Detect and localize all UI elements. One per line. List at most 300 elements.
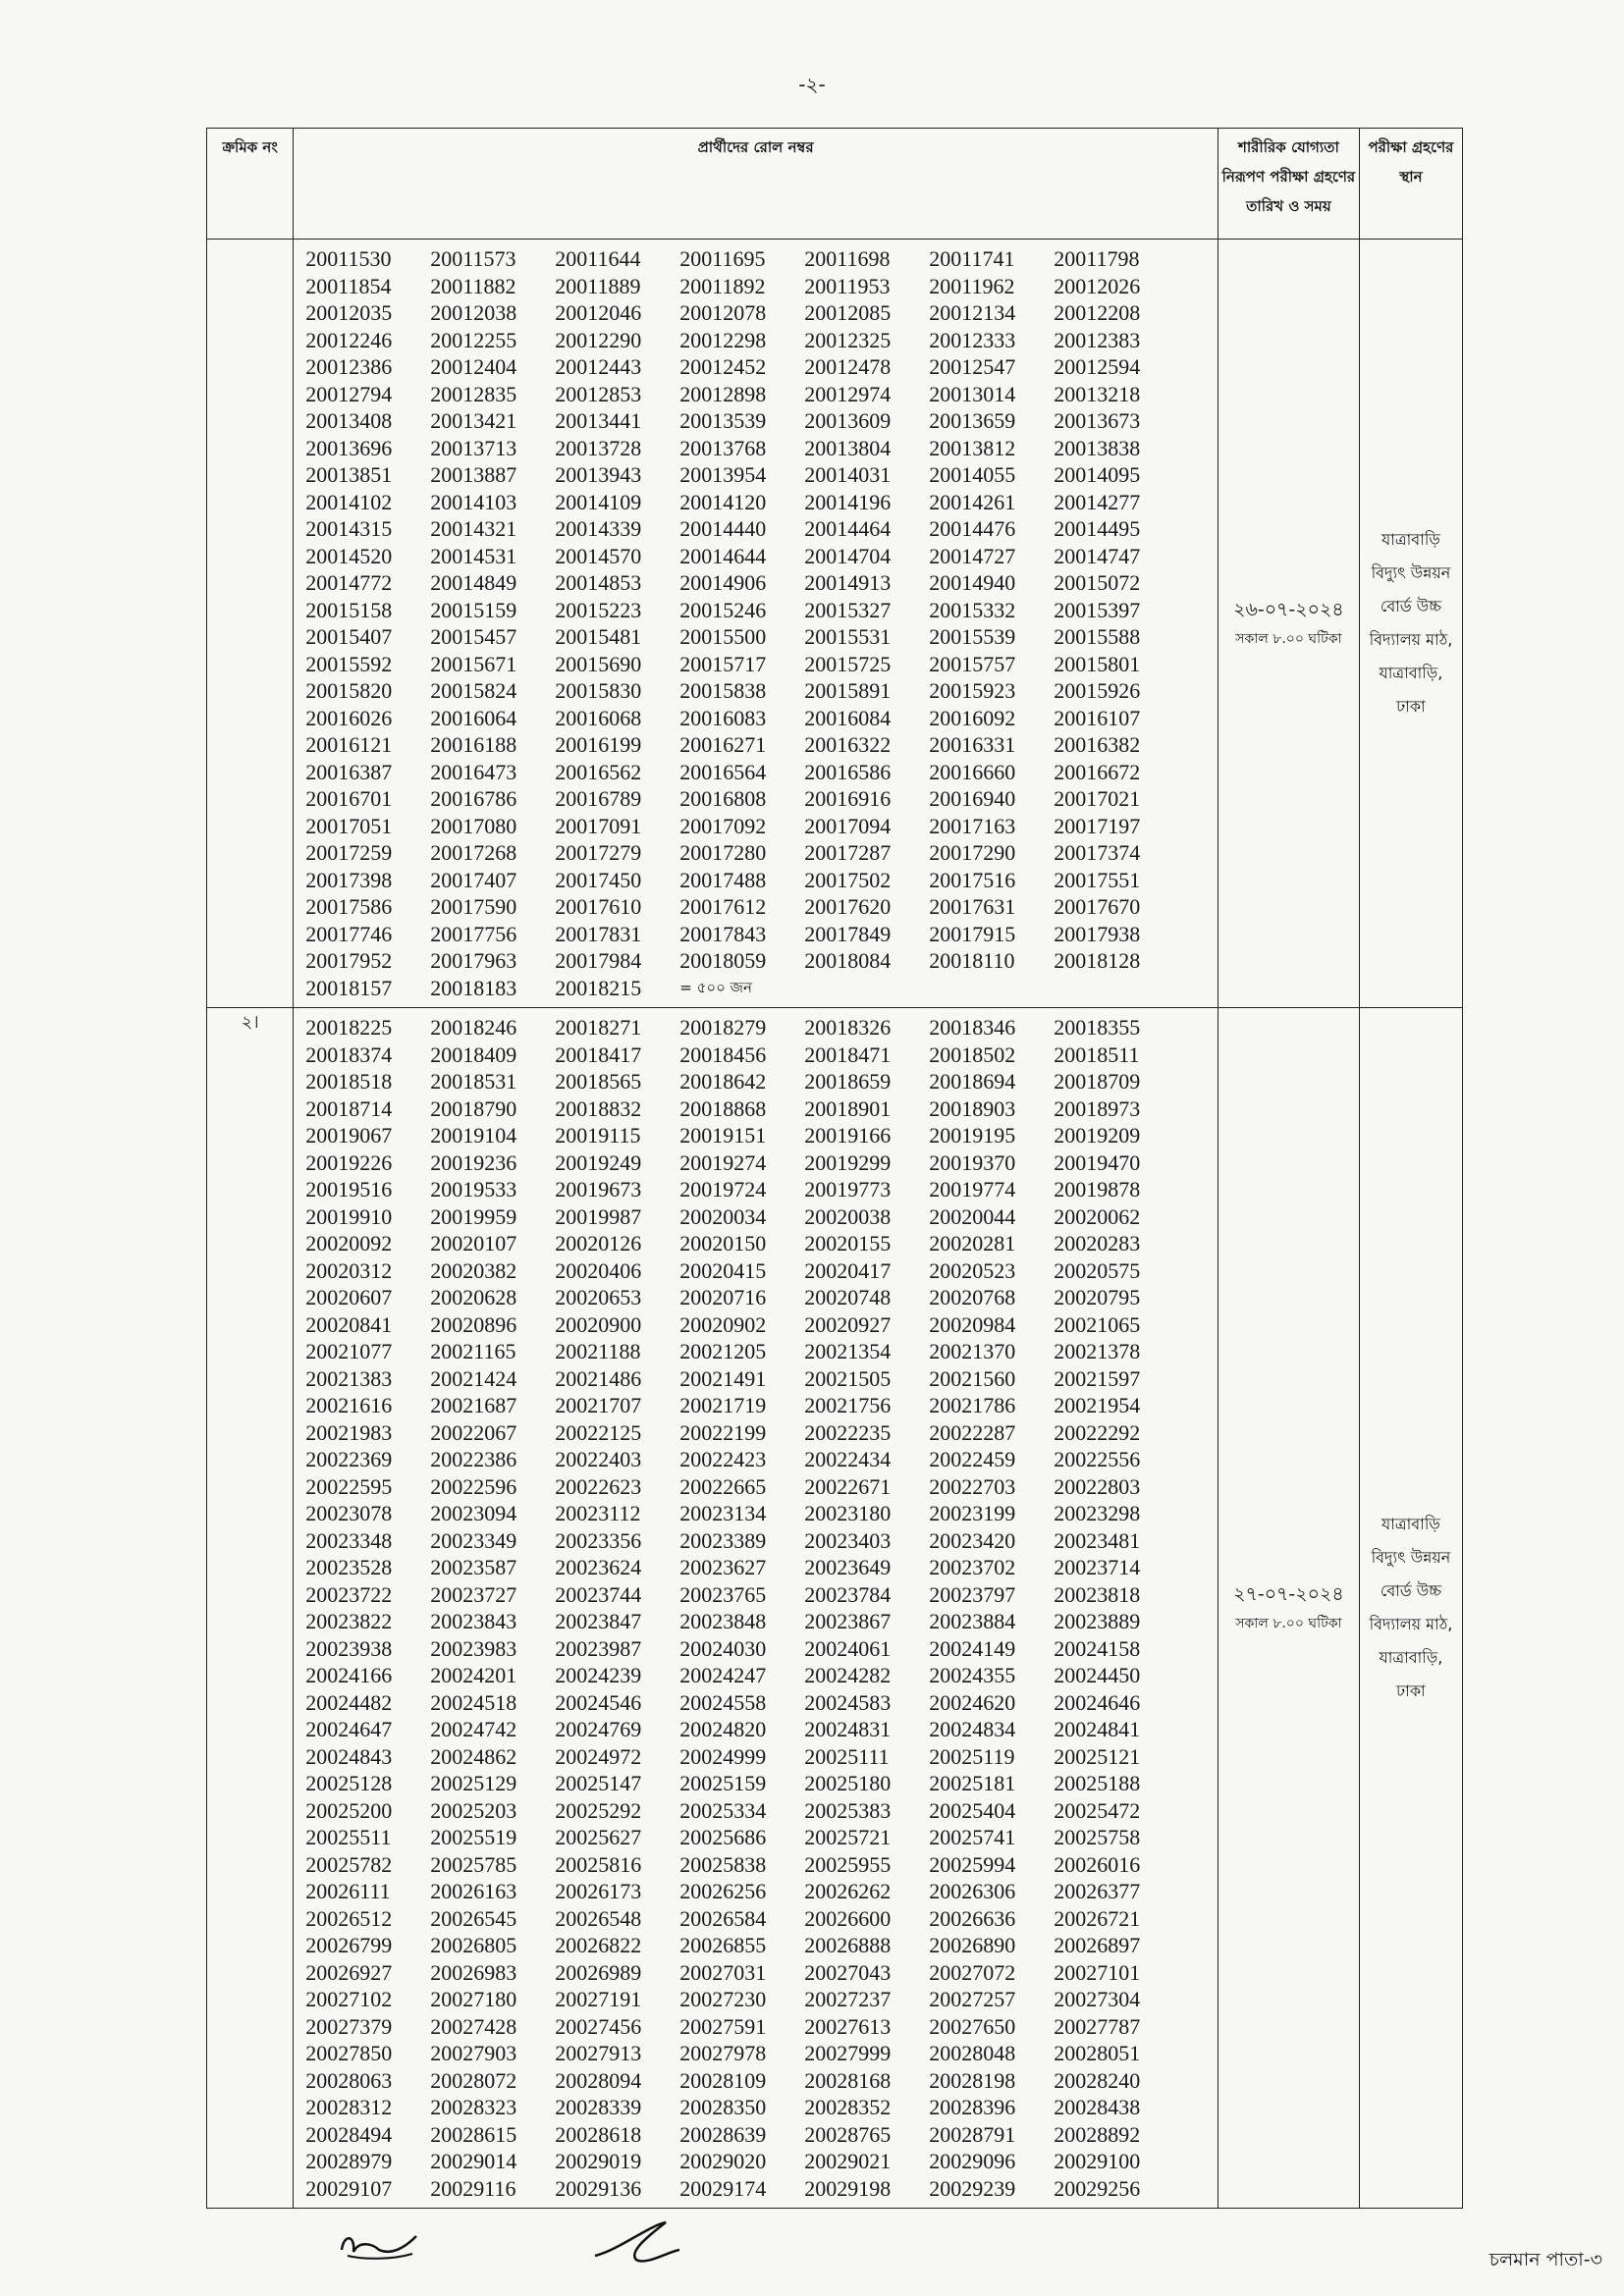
roll-number: 20015757 bbox=[929, 651, 1016, 676]
roll-number: 20026888 bbox=[804, 1933, 892, 1957]
roll-number: 20017756 bbox=[430, 921, 517, 946]
roll-number: 20021560 bbox=[929, 1365, 1016, 1391]
roll-number: 20023797 bbox=[929, 1581, 1016, 1607]
roll-number: 20013408 bbox=[305, 408, 393, 433]
roll-number: 20018215 bbox=[555, 975, 642, 1000]
roll-number: 20024149 bbox=[929, 1635, 1016, 1661]
roll-number: 20016068 bbox=[555, 705, 642, 730]
roll-number: 20015246 bbox=[679, 597, 767, 622]
roll-number: 20016940 bbox=[929, 786, 1016, 811]
roll-number: 20027913 bbox=[555, 2041, 642, 2065]
roll-number: 20027072 bbox=[929, 1959, 1016, 1985]
roll-number: 20027650 bbox=[929, 2013, 1016, 2039]
roll-number: 20025955 bbox=[804, 1851, 892, 1877]
roll-number: 20020126 bbox=[555, 1231, 642, 1255]
roll-number: 20026262 bbox=[804, 1879, 892, 1903]
roll-number: 20029174 bbox=[679, 2175, 767, 2201]
roll-number: 20025111 bbox=[804, 1743, 890, 1769]
roll-number: 20017268 bbox=[430, 840, 517, 865]
roll-number: 20011953 bbox=[804, 273, 891, 298]
roll-number: 20019249 bbox=[555, 1149, 642, 1175]
roll-number: 20020107 bbox=[430, 1231, 517, 1255]
roll-number: 20018471 bbox=[804, 1041, 892, 1067]
roll-number: 20022803 bbox=[1054, 1473, 1141, 1499]
roll-number: 20014476 bbox=[929, 516, 1016, 541]
roll-number: 20019533 bbox=[430, 1177, 517, 1201]
roll-number: 20015481 bbox=[555, 624, 642, 649]
roll-number: 20013812 bbox=[929, 435, 1016, 460]
roll-number: 20025741 bbox=[929, 1825, 1016, 1849]
roll-number: 20020653 bbox=[555, 1285, 642, 1309]
table-header-row bbox=[207, 129, 1463, 240]
roll-number: 20020768 bbox=[929, 1285, 1016, 1309]
roll-number: 20019151 bbox=[679, 1123, 767, 1148]
roll-number: 20017398 bbox=[305, 867, 393, 892]
roll-number: 20021505 bbox=[804, 1365, 892, 1391]
roll-number: 20013838 bbox=[1054, 435, 1141, 460]
roll-number: 20014913 bbox=[804, 570, 892, 595]
roll-number: 20018110 bbox=[929, 948, 1015, 973]
roll-number: 20018511 bbox=[1054, 1041, 1140, 1067]
roll-number: 20018326 bbox=[804, 1015, 892, 1040]
roll-number: 20025147 bbox=[555, 1771, 642, 1795]
roll-number: 20028051 bbox=[1054, 2041, 1141, 2065]
roll-number: 20015690 bbox=[555, 651, 642, 676]
roll-number: 20017280 bbox=[679, 840, 767, 865]
roll-number: 20026799 bbox=[305, 1933, 393, 1957]
roll-number: 20021616 bbox=[305, 1393, 393, 1417]
roll-number: 20018355 bbox=[1054, 1015, 1141, 1040]
roll-number: 20013659 bbox=[929, 408, 1016, 433]
roll-number: 20019673 bbox=[555, 1177, 642, 1201]
roll-number: 20018246 bbox=[430, 1015, 517, 1040]
roll-number: 20023481 bbox=[1054, 1527, 1141, 1553]
roll-number: 20022434 bbox=[804, 1447, 892, 1471]
roll-number: 20020984 bbox=[929, 1311, 1016, 1337]
roll-number: 20012290 bbox=[555, 327, 642, 352]
roll-number: 20025200 bbox=[305, 1797, 393, 1823]
roll-number: 20029019 bbox=[555, 2149, 642, 2173]
roll-number: 20011644 bbox=[555, 246, 641, 271]
roll-number: 20028494 bbox=[305, 2121, 393, 2147]
roll-number: 20018659 bbox=[804, 1069, 892, 1094]
roll-number: 20018417 bbox=[555, 1041, 642, 1067]
roll-number: 20024647 bbox=[305, 1717, 393, 1741]
roll-number: 20019209 bbox=[1054, 1123, 1141, 1148]
roll-number: 20028198 bbox=[929, 2067, 1016, 2093]
roll-number: 20021954 bbox=[1054, 1393, 1141, 1417]
header-serial: ক্রমিক নং bbox=[207, 129, 294, 240]
roll-number: 20025519 bbox=[430, 1825, 517, 1849]
roll-number: 20026173 bbox=[555, 1879, 642, 1903]
roll-number: 20027999 bbox=[804, 2041, 892, 2065]
roll-number: 20014339 bbox=[555, 516, 642, 541]
roll-number: 20015327 bbox=[804, 597, 892, 622]
roll-number: 20025838 bbox=[679, 1851, 767, 1877]
roll-number: 20020795 bbox=[1054, 1285, 1141, 1309]
roll-number: 20028615 bbox=[430, 2121, 517, 2147]
roll-number: 20025511 bbox=[305, 1825, 392, 1849]
roll-number: 20023938 bbox=[305, 1635, 393, 1661]
roll-number: 20012208 bbox=[1054, 300, 1141, 325]
roll-number: 20026855 bbox=[679, 1933, 767, 1957]
roll-number: 20025180 bbox=[804, 1771, 892, 1795]
roll-number: 20016916 bbox=[804, 786, 892, 811]
roll-number: 20016660 bbox=[929, 759, 1016, 784]
roll-number: 20023983 bbox=[430, 1635, 517, 1661]
roll-number: 20013539 bbox=[679, 408, 767, 433]
roll-number: 20027613 bbox=[804, 2013, 892, 2039]
roll-number: 20026721 bbox=[1054, 1905, 1141, 1931]
roll-number: 20028765 bbox=[804, 2121, 892, 2147]
signature-2 bbox=[589, 2216, 687, 2270]
table-row bbox=[207, 240, 1463, 1008]
roll-number: 20023867 bbox=[804, 1609, 892, 1633]
roll-number: 20012026 bbox=[1054, 273, 1141, 298]
roll-number: 20020038 bbox=[804, 1203, 892, 1229]
roll-number: 20028979 bbox=[305, 2149, 393, 2173]
roll-number: 20024061 bbox=[804, 1635, 892, 1661]
roll-number: 20013954 bbox=[679, 462, 767, 487]
roll-number: 20023714 bbox=[1054, 1555, 1141, 1579]
roll-number: 20026989 bbox=[555, 1959, 642, 1985]
roll-number: 20024482 bbox=[305, 1689, 393, 1715]
roll-number: 20028350 bbox=[679, 2095, 767, 2119]
roll-number: 20027978 bbox=[679, 2041, 767, 2065]
roll-number: 20017952 bbox=[305, 948, 393, 973]
roll-number: 20015457 bbox=[430, 624, 517, 649]
roll-number: 20014853 bbox=[555, 570, 642, 595]
roll-number: 20020748 bbox=[804, 1285, 892, 1309]
roll-number: 20023987 bbox=[555, 1635, 642, 1661]
roll-number: 20023727 bbox=[430, 1581, 517, 1607]
roll-number: 20014747 bbox=[1054, 543, 1141, 568]
roll-number: 20013713 bbox=[430, 435, 517, 460]
roll-number: 20020417 bbox=[804, 1257, 892, 1283]
roll-number: 20029014 bbox=[430, 2149, 517, 2173]
roll-number: 20020927 bbox=[804, 1311, 892, 1337]
roll-number: 20018709 bbox=[1054, 1069, 1141, 1094]
roll-number: 20017590 bbox=[430, 894, 517, 919]
roll-number: 20014120 bbox=[679, 489, 767, 514]
roll-number: 20026805 bbox=[430, 1933, 517, 1957]
roll-number: 20023843 bbox=[430, 1609, 517, 1633]
roll-number: 20011889 bbox=[555, 273, 641, 298]
roll-number: 20012835 bbox=[430, 381, 517, 406]
roll-number: 20026822 bbox=[555, 1933, 642, 1957]
roll-number: 20025782 bbox=[305, 1851, 393, 1877]
roll-number: 20019115 bbox=[555, 1123, 641, 1148]
roll-number: 20028312 bbox=[305, 2095, 393, 2119]
roll-number: 20015830 bbox=[555, 678, 642, 703]
roll-number: 20016382 bbox=[1054, 732, 1141, 757]
roll-number: 20026306 bbox=[929, 1879, 1016, 1903]
roll-number: 20012333 bbox=[929, 327, 1016, 352]
roll-number: 20026983 bbox=[430, 1959, 517, 1985]
roll-number: 20023818 bbox=[1054, 1581, 1141, 1607]
roll-number: 20025404 bbox=[929, 1797, 1016, 1823]
roll-number: 20020155 bbox=[804, 1231, 892, 1255]
roll-number: 20023348 bbox=[305, 1527, 393, 1553]
roll-number: 20029239 bbox=[929, 2175, 1016, 2201]
venue-cell bbox=[1359, 1008, 1462, 2209]
roll-number: 20021065 bbox=[1054, 1311, 1141, 1337]
roll-number: 20028618 bbox=[555, 2121, 642, 2147]
roll-number: 20014531 bbox=[430, 543, 517, 568]
roll-number: 20027257 bbox=[929, 1987, 1016, 2011]
roll-number: 20012035 bbox=[305, 300, 393, 325]
roll-number: 20013696 bbox=[305, 435, 393, 460]
roll-number: 20018225 bbox=[305, 1015, 393, 1040]
roll-number: 20018128 bbox=[1054, 948, 1141, 973]
roll-number: 20018694 bbox=[929, 1069, 1016, 1094]
roll-number: 20021077 bbox=[305, 1339, 393, 1363]
roll-number: 20017287 bbox=[804, 840, 892, 865]
roll-number: 20017051 bbox=[305, 813, 393, 838]
roll-number: 20028072 bbox=[430, 2067, 517, 2093]
roll-number: 20015332 bbox=[929, 597, 1016, 622]
roll-number: 20011695 bbox=[679, 246, 766, 271]
roll-number: 20016387 bbox=[305, 759, 393, 784]
roll-number: 20027850 bbox=[305, 2041, 393, 2065]
roll-number: 20017631 bbox=[929, 894, 1016, 919]
roll-number: 20016199 bbox=[555, 732, 642, 757]
roll-number: 20017610 bbox=[555, 894, 642, 919]
roll-number: 20017984 bbox=[555, 948, 642, 973]
exam-time: সকাল ৮.০০ ঘটিকা bbox=[1235, 1616, 1342, 1631]
roll-number: 20015891 bbox=[804, 678, 892, 703]
roll-number: 20026600 bbox=[804, 1905, 892, 1931]
roll-number: 20027428 bbox=[430, 2013, 517, 2039]
roll-number: 20020896 bbox=[430, 1311, 517, 1337]
roll-number: 20017502 bbox=[804, 867, 892, 892]
roll-number: 20025686 bbox=[679, 1825, 767, 1849]
roll-number: 20016026 bbox=[305, 705, 393, 730]
roll-number: 20012594 bbox=[1054, 354, 1141, 379]
roll-number: 20023403 bbox=[804, 1527, 892, 1553]
roll-number: 20017091 bbox=[555, 813, 642, 838]
roll-number: 20021383 bbox=[305, 1365, 393, 1391]
roll-number: 20026897 bbox=[1054, 1933, 1141, 1957]
roll-number-grid bbox=[305, 245, 1218, 1001]
roll-number: 20014055 bbox=[929, 462, 1016, 487]
roll-number: 20016789 bbox=[555, 786, 642, 811]
roll-number: 20019370 bbox=[929, 1149, 1016, 1175]
roll-number: 20027102 bbox=[305, 1987, 393, 2011]
roll-number: 20020044 bbox=[929, 1203, 1016, 1229]
roll-number: 20014772 bbox=[305, 570, 393, 595]
roll-number: 20019067 bbox=[305, 1123, 393, 1148]
roll-number: 20024201 bbox=[430, 1663, 517, 1687]
roll-number: 20013768 bbox=[679, 435, 767, 460]
roll-number: 20018518 bbox=[305, 1069, 393, 1094]
roll-number: 20018059 bbox=[679, 948, 767, 973]
roll-number: 20015539 bbox=[929, 624, 1016, 649]
roll-number: 20019274 bbox=[679, 1149, 767, 1175]
roll-number: 20015671 bbox=[430, 651, 517, 676]
venue-text: যাত্রাবাড়ি বিদ্যুৎ উন্নয়ন বোর্ড উচ্চ বিদ্যালয় মাঠ, যাত্রাবাড়ি, ঢাকা bbox=[1369, 1515, 1453, 1700]
roll-number: 20024239 bbox=[555, 1663, 642, 1687]
roll-number: 20018642 bbox=[679, 1069, 767, 1094]
roll-number: 20028396 bbox=[929, 2095, 1016, 2119]
header-date-time: শারীরিক যোগ্যতা নিরূপণ পরীক্ষা গ্রহণের তারিখ ও সময় bbox=[1218, 129, 1359, 240]
roll-number: 20013804 bbox=[804, 435, 892, 460]
roll-number: 20015717 bbox=[679, 651, 767, 676]
roll-number: 20013851 bbox=[305, 462, 393, 487]
roll-number: 20018973 bbox=[1054, 1095, 1141, 1121]
roll-number: 20027237 bbox=[804, 1987, 892, 2011]
roll-number: 20023389 bbox=[679, 1527, 767, 1553]
roll-number: 20014261 bbox=[929, 489, 1016, 514]
roll-number: 20024862 bbox=[430, 1743, 517, 1769]
roll-number: 20026512 bbox=[305, 1905, 393, 1931]
roll-number: 20025128 bbox=[305, 1771, 393, 1795]
roll-number: 20023624 bbox=[555, 1555, 642, 1579]
roll-number: 20018456 bbox=[679, 1041, 767, 1067]
roll-number: 20014102 bbox=[305, 489, 393, 514]
roll-number: 20020034 bbox=[679, 1203, 767, 1229]
roll-number: 20028168 bbox=[804, 2067, 892, 2093]
roll-number: 20020415 bbox=[679, 1257, 767, 1283]
roll-number: 20017586 bbox=[305, 894, 393, 919]
roll-number: 20023587 bbox=[430, 1555, 517, 1579]
roll-number: 20017197 bbox=[1054, 813, 1141, 838]
roll-number: 20028240 bbox=[1054, 2067, 1141, 2093]
roll-number: 20022623 bbox=[555, 1473, 642, 1499]
roll-number: 20026377 bbox=[1054, 1879, 1141, 1903]
roll-number: 20016701 bbox=[305, 786, 393, 811]
roll-number: 20018790 bbox=[430, 1095, 517, 1121]
roll-number: 20027787 bbox=[1054, 2013, 1141, 2039]
roll-number: 20011882 bbox=[430, 273, 516, 298]
roll-number: 20011798 bbox=[1054, 246, 1140, 271]
roll-number: 20022125 bbox=[555, 1419, 642, 1445]
roll-number: 20025181 bbox=[929, 1771, 1016, 1795]
roll-number: 20029198 bbox=[804, 2175, 892, 2201]
serial-cell: ২। bbox=[207, 1008, 294, 2209]
roll-number: 20024166 bbox=[305, 1663, 393, 1687]
roll-number: 20017831 bbox=[555, 921, 642, 946]
roll-number: 20012078 bbox=[679, 300, 767, 325]
roll-number: 20018183 bbox=[430, 975, 517, 1000]
roll-number: 20014196 bbox=[804, 489, 892, 514]
roll-number: 20024247 bbox=[679, 1663, 767, 1687]
roll-number: 20025119 bbox=[929, 1743, 1015, 1769]
roll-number: 20016322 bbox=[804, 732, 892, 757]
roll-number: 20023356 bbox=[555, 1527, 642, 1553]
roll-number: 20014315 bbox=[305, 516, 393, 541]
roll-number: 20017849 bbox=[804, 921, 892, 946]
roll-number: 20016331 bbox=[929, 732, 1016, 757]
roll-number: 20016473 bbox=[430, 759, 517, 784]
roll-number: 20023702 bbox=[929, 1555, 1016, 1579]
roll-number: 20027230 bbox=[679, 1987, 767, 2011]
roll-number: 20017279 bbox=[555, 840, 642, 865]
roll-number: 20024742 bbox=[430, 1717, 517, 1741]
roll-number: 20023627 bbox=[679, 1555, 767, 1579]
roll-number: 20012383 bbox=[1054, 327, 1141, 352]
roll-number: 20013014 bbox=[929, 381, 1016, 406]
roll-number: 20022703 bbox=[929, 1473, 1016, 1499]
roll-number: 20013609 bbox=[804, 408, 892, 433]
roll-number: 20025292 bbox=[555, 1797, 642, 1823]
roll-number: 20026548 bbox=[555, 1905, 642, 1931]
roll-number: 20014440 bbox=[679, 516, 767, 541]
roll-number: 20028063 bbox=[305, 2067, 393, 2093]
roll-number: 20022199 bbox=[679, 1419, 767, 1445]
roll-number: 20015923 bbox=[929, 678, 1016, 703]
roll-number: 20015592 bbox=[305, 651, 393, 676]
roll-number: 20013421 bbox=[430, 408, 517, 433]
roll-number: 20027031 bbox=[679, 1959, 767, 1985]
roll-number: 20023349 bbox=[430, 1527, 517, 1553]
roll-number: 20017290 bbox=[929, 840, 1016, 865]
roll-number: 20017915 bbox=[929, 921, 1016, 946]
roll-number: 20011962 bbox=[929, 273, 1015, 298]
roll-number: 20016808 bbox=[679, 786, 767, 811]
roll-number: 20017259 bbox=[305, 840, 393, 865]
roll-number: 20017450 bbox=[555, 867, 642, 892]
roll-number: 20024843 bbox=[305, 1743, 393, 1769]
roll-number: 20019959 bbox=[430, 1203, 517, 1229]
roll-number: 20012255 bbox=[430, 327, 517, 352]
roll-number: 20011573 bbox=[430, 246, 516, 271]
signature-1 bbox=[334, 2220, 422, 2269]
roll-number: 20019195 bbox=[929, 1123, 1016, 1148]
roll-number: 20022403 bbox=[555, 1447, 642, 1471]
roll-number: 20014277 bbox=[1054, 489, 1141, 514]
roll-number: 20017374 bbox=[1054, 840, 1141, 865]
roll-number: 20017407 bbox=[430, 867, 517, 892]
roll-number: 20023822 bbox=[305, 1609, 393, 1633]
header-rolls: প্রার্থীদের রোল নম্বর bbox=[294, 129, 1218, 240]
roll-number: 20020092 bbox=[305, 1231, 393, 1255]
roll-number: 20021205 bbox=[679, 1339, 767, 1363]
roll-number: 20015072 bbox=[1054, 570, 1141, 595]
roll-number: 20017094 bbox=[804, 813, 892, 838]
roll-number: 20021707 bbox=[555, 1393, 642, 1417]
roll-number: 20027903 bbox=[430, 2041, 517, 2065]
roll-number: 20023847 bbox=[555, 1609, 642, 1633]
roll-number: 20012246 bbox=[305, 327, 393, 352]
roll-number: 20024972 bbox=[555, 1743, 642, 1769]
roll-number: 20019299 bbox=[804, 1149, 892, 1175]
roll-number: 20014906 bbox=[679, 570, 767, 595]
roll-number: 20024558 bbox=[679, 1689, 767, 1715]
roll-number: 20014727 bbox=[929, 543, 1016, 568]
roll-number: 20012794 bbox=[305, 381, 393, 406]
roll-number: 20013887 bbox=[430, 462, 517, 487]
roll-number: 20024646 bbox=[1054, 1689, 1141, 1715]
roll-number: 20018157 bbox=[305, 975, 393, 1000]
roll-number: 20022235 bbox=[804, 1419, 892, 1445]
roll-number: 20011530 bbox=[305, 246, 392, 271]
roll-number: 20019470 bbox=[1054, 1149, 1141, 1175]
roll-number: 20020406 bbox=[555, 1257, 642, 1283]
roll-number: 20016586 bbox=[804, 759, 892, 784]
roll-number: 20027043 bbox=[804, 1959, 892, 1985]
roll-number: 20023784 bbox=[804, 1581, 892, 1607]
venue-text: যাত্রাবাড়ি বিদ্যুৎ উন্নয়ন বোর্ড উচ্চ বিদ্যালয় মাঠ, যাত্রাবাড়ি, ঢাকা bbox=[1369, 530, 1453, 716]
roll-number: 20015500 bbox=[679, 624, 767, 649]
roll-number: 20014940 bbox=[929, 570, 1016, 595]
roll-number: 20025758 bbox=[1054, 1825, 1141, 1849]
roll-number: 20012478 bbox=[804, 354, 892, 379]
roll-number: 20023889 bbox=[1054, 1609, 1141, 1633]
roll-number: 20017516 bbox=[929, 867, 1016, 892]
roll-number: 20019516 bbox=[305, 1177, 393, 1201]
roll-number: 20013673 bbox=[1054, 408, 1141, 433]
